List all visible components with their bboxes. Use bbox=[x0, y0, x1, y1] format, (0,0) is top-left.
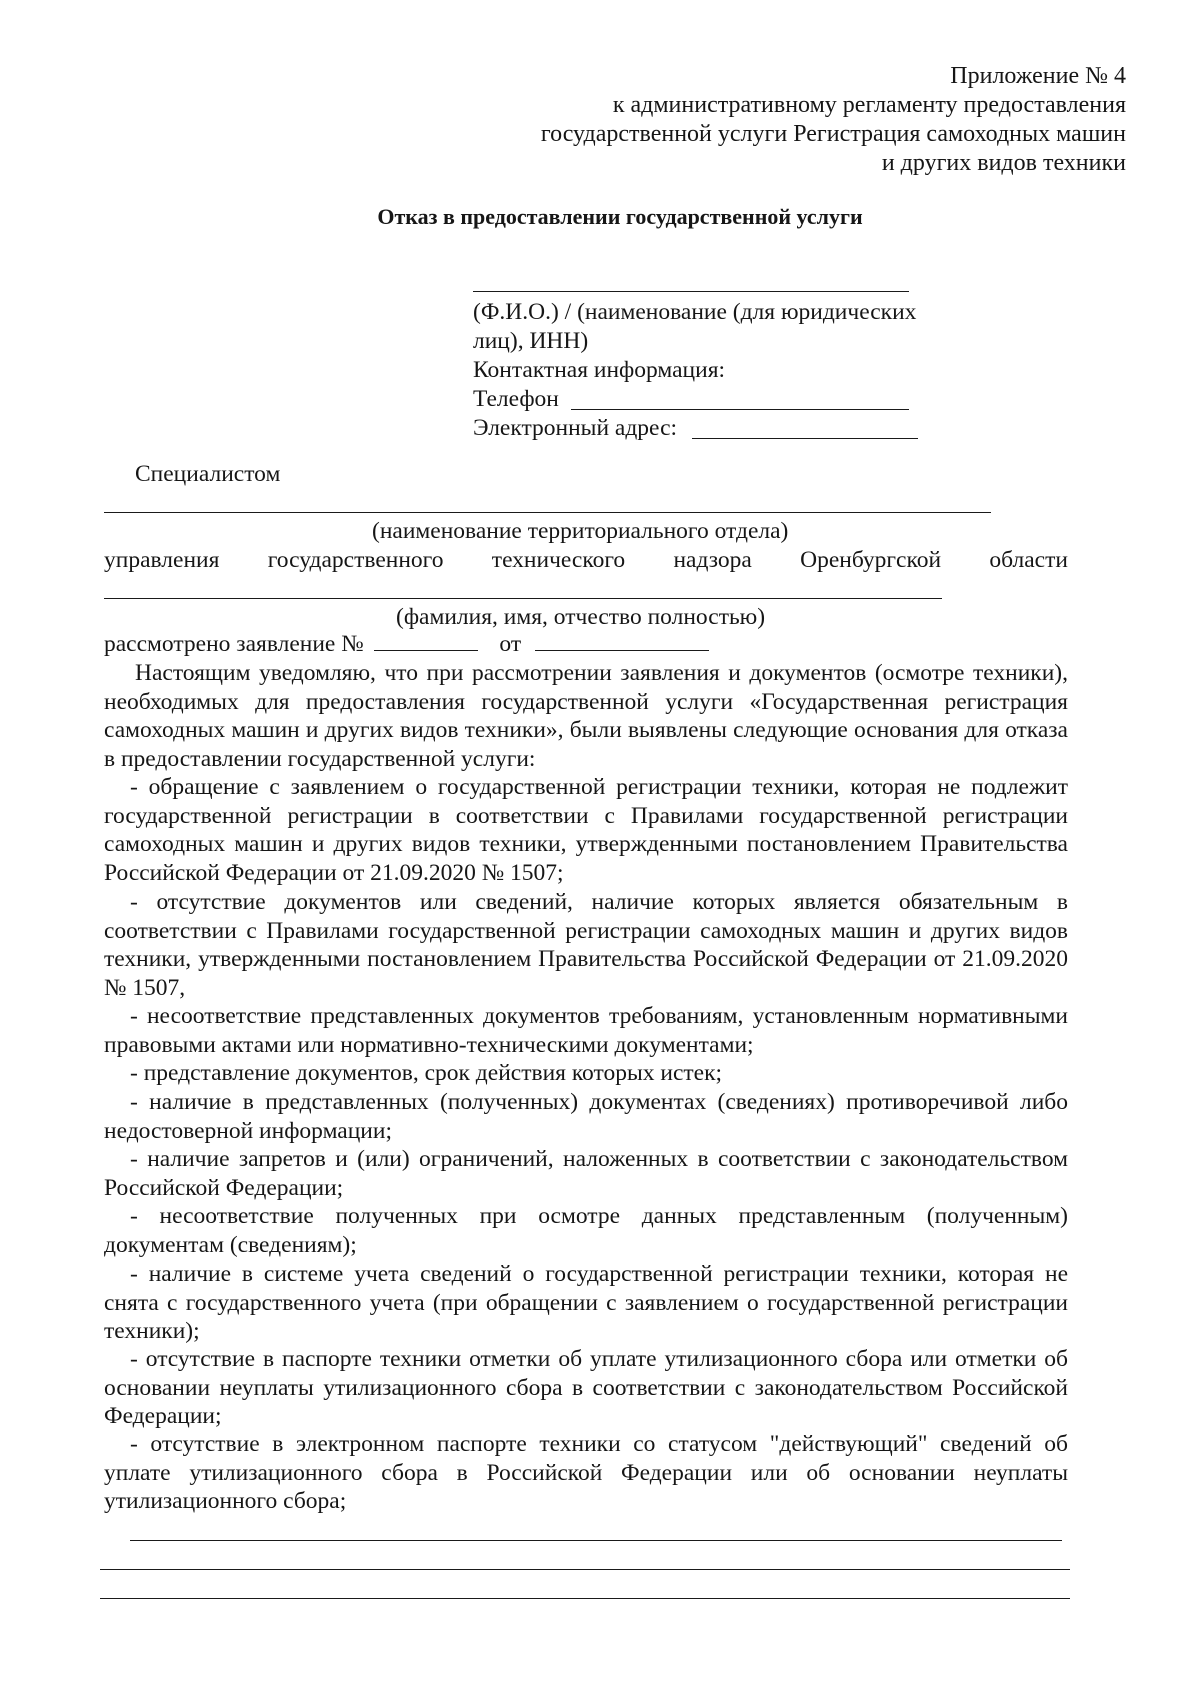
recipient-caption-1: (Ф.И.О.) / (наименование (для юридических bbox=[473, 299, 917, 325]
phone-label: Телефон bbox=[473, 386, 559, 412]
blank-line-2 bbox=[100, 1569, 1070, 1570]
blank-line-3 bbox=[100, 1598, 1070, 1599]
ground-item-6: - наличие запретов и (или) ограничений, наложенных в соответствии с законодательством Российской Федерации; bbox=[104, 1146, 1068, 1201]
specialist-name-line bbox=[104, 598, 942, 599]
application-date-blank bbox=[535, 630, 709, 651]
from-label: от bbox=[499, 631, 522, 657]
ground-item-7: - несоответствие полученных при осмотре данных представленным (полученным) документам (сведениям); bbox=[104, 1203, 1068, 1258]
management-word-1: управления bbox=[104, 547, 220, 573]
appendix-line-4: и других видов техники bbox=[881, 150, 1126, 176]
appendix-line-3: государственной услуги Регистрация самоходных машин bbox=[540, 121, 1126, 147]
specialist-label: Специалистом bbox=[135, 461, 281, 487]
specialist-name-caption: (фамилия, имя, отчество полностью) bbox=[396, 604, 766, 630]
management-word-5: Оренбургской bbox=[800, 547, 942, 573]
appendix-line-1: Приложение № 4 bbox=[950, 63, 1126, 89]
recipient-caption-2: лиц), ИНН) bbox=[473, 328, 589, 354]
ground-item-5: - наличие в представленных (полученных) документах (сведениях) противоречивой либо недостоверной информации; bbox=[104, 1089, 1068, 1144]
appendix-line-2: к административному регламенту предоставления bbox=[612, 92, 1126, 118]
intro-paragraph: Настоящим уведомляю, что при рассмотрении заявления и документов (осмотре техники), необходимых для предоставления государственной услуги «Государственная регистрация самоходных машин и других видов техники», были выявлены следующие основания для отказа в предоставлении государственной услуги: bbox=[104, 660, 1068, 772]
considered-label: рассмотрено заявление № bbox=[104, 631, 364, 657]
department-line bbox=[104, 512, 991, 513]
phone-blank-line bbox=[571, 409, 909, 410]
management-word-6: области bbox=[989, 547, 1068, 573]
email-label: Электронный адрес: bbox=[473, 415, 678, 441]
management-word-4: надзора bbox=[673, 547, 752, 573]
management-line bbox=[104, 546, 1068, 575]
ground-item-10: - отсутствие в электронном паспорте техники со статусом "действующий" сведений об уплате утилизационного сбора в Российской Федерации или об основании неуплаты утилизационного сбора; bbox=[104, 1431, 1068, 1514]
application-number-blank bbox=[374, 630, 478, 651]
ground-item-2: - отсутствие документов или сведений, наличие которых является обязательным в соответствии с Правилами государственной регистрации самоходных машин и других видов техники, утвержденными постановлением Правительства Российской Федерации от 21.09.2020 № 1507, bbox=[104, 889, 1068, 1001]
management-word-3: технического bbox=[491, 547, 626, 573]
ground-item-9: - отсутствие в паспорте техники отметки об уплате утилизационного сбора или отметки об основании неуплаты утилизационного сбора в соответствии с законодательством Российской Федерации; bbox=[104, 1346, 1068, 1429]
management-word-2: государственного bbox=[267, 547, 444, 573]
ground-item-4: - представление документов, срок действия которых истек; bbox=[130, 1060, 723, 1086]
email-blank-line bbox=[692, 438, 918, 439]
ground-item-3: - несоответствие представленных документов требованиям, установленным нормативными правовыми актами или нормативно-техническими документами; bbox=[104, 1003, 1068, 1058]
document-title: Отказ в предоставлении государственной услуги bbox=[377, 204, 863, 229]
department-caption: (наименование территориального отдела) bbox=[372, 518, 789, 544]
blank-line-1 bbox=[130, 1540, 1062, 1541]
recipient-name-line bbox=[473, 291, 909, 292]
application-considered-line bbox=[104, 630, 709, 659]
contact-info-label: Контактная информация: bbox=[473, 357, 726, 383]
ground-item-1: - обращение с заявлением о государственной регистрации техники, которая не подлежит государственной регистрации в соответствии с Правилами государственной регистрации самоходных машин и других видов техники, утвержденными постановлением Правительства Российской Федерации от 21.09.2020 № 1507; bbox=[104, 774, 1068, 886]
ground-item-8: - наличие в системе учета сведений о государственной регистрации техники, которая не снята с государственного учета (при обращении с заявлением о государственной регистрации техники); bbox=[104, 1261, 1068, 1344]
